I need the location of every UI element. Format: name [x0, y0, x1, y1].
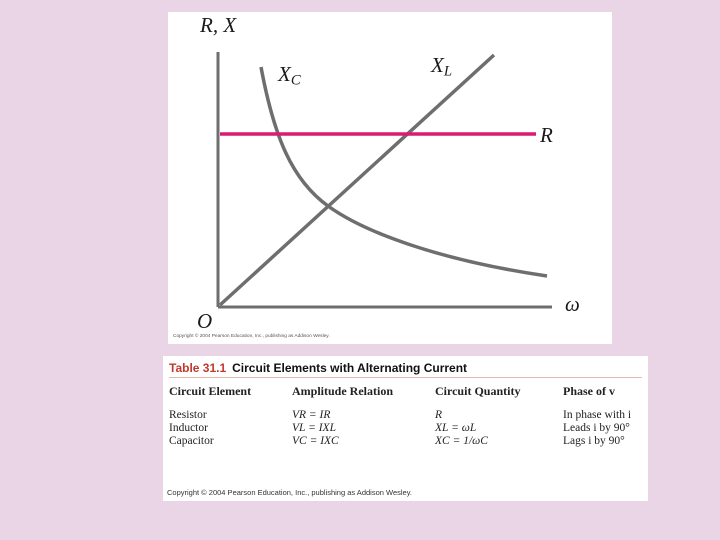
table-number: Table 31.1 — [169, 361, 227, 375]
table-title — [169, 361, 467, 375]
header-circuit-quantity: Circuit Quantity — [435, 384, 521, 398]
header-circuit-element: Circuit Element — [169, 384, 252, 398]
xl-line — [220, 55, 494, 305]
table-cell-phase: Leads i by 90° — [563, 422, 630, 434]
table-cell-amplitude: VL = IXL — [292, 422, 336, 434]
xc-label-sub: C — [290, 72, 301, 89]
xl-label-main: X — [431, 53, 444, 77]
table-cell-quantity: XC = 1/ωC — [435, 435, 488, 447]
xl-label — [431, 53, 452, 81]
xc-label-main: X — [278, 62, 291, 86]
table-title-text: Circuit Elements with Alternating Current — [232, 361, 468, 375]
graph-copyright: Copyright © 2004 Pearson Education, Inc., publishing as Addison Wesley. — [173, 334, 330, 339]
table-cell-quantity: XL = ωL — [435, 422, 477, 434]
graph-canvas — [168, 12, 612, 344]
reactance-graph — [168, 12, 612, 344]
header-phase: Phase of v — [563, 384, 615, 398]
table-cell-element: Inductor — [169, 422, 208, 434]
table-cell-amplitude: VC = IXC — [292, 435, 339, 447]
x-axis-label: ω — [565, 292, 580, 316]
header-amplitude-relation: Amplitude Relation — [292, 384, 394, 398]
table-cell-amplitude: VR = IR — [292, 409, 331, 421]
xc-curve — [261, 67, 547, 276]
table-cell-element: Resistor — [169, 409, 207, 421]
circuit-elements-table — [163, 356, 648, 501]
table-cell-phase: Lags i by 90° — [563, 435, 625, 447]
table-cell-element: Capacitor — [169, 435, 214, 447]
table-copyright: Copyright © 2004 Pearson Education, Inc., publishing as Addison Wesley. — [167, 488, 412, 497]
table-cell-phase: In phase with i — [563, 409, 632, 421]
table-title-rule — [169, 377, 642, 378]
table-cell-quantity: R — [435, 409, 443, 421]
xc-label — [278, 62, 301, 90]
y-axis-label: R, X — [200, 13, 237, 37]
r-label: R — [540, 123, 553, 147]
xl-label-sub: L — [443, 63, 452, 80]
origin-label: O — [197, 309, 213, 333]
